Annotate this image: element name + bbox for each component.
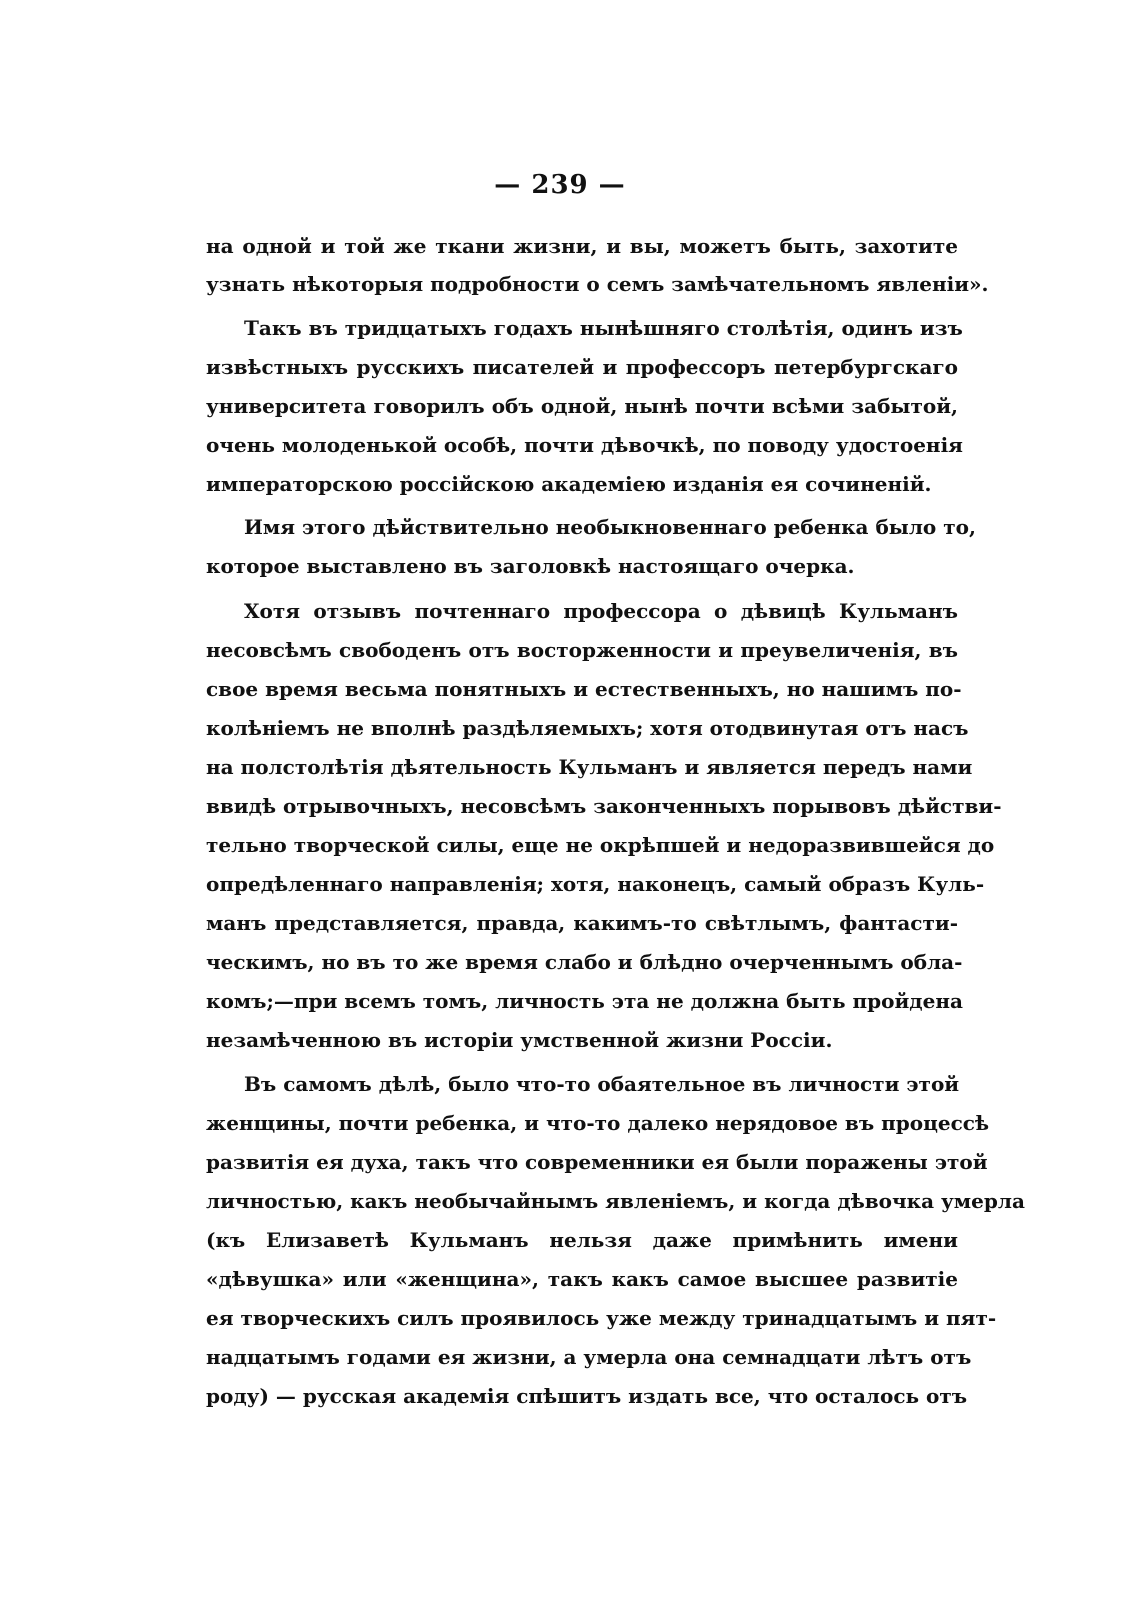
text-line: Такъ въ тридцатыхъ годахъ нынѣшняго столѣтія, одинъ изъ: [244, 316, 963, 340]
text-line: свое время весьма понятныхъ и естественныхъ, но нашимъ по-: [206, 677, 962, 701]
text-line: очень молоденькой особѣ, почти дѣвочкѣ, по поводу удостоенія: [206, 433, 963, 457]
text-line: незамѣченною въ исторіи умственной жизни Россіи.: [206, 1028, 833, 1052]
text-line: тельно творческой силы, еще не окрѣпшей и недоразвившейся до: [206, 833, 995, 857]
text-line: развитія ея духа, такъ что современники ея были поражены этой: [206, 1150, 988, 1174]
text-line: «дѣвушка» или «женщина», такъ какъ самое высшее развитіе: [206, 1267, 958, 1291]
text-line: опредѣленнаго направленія; хотя, наконецъ, самый образъ Куль-: [206, 872, 985, 896]
text-line: ея творческихъ силъ проявилось уже между тринадцатымъ и пят-: [206, 1306, 997, 1330]
text-line: ввидѣ отрывочныхъ, несовсѣмъ законченныхъ порывовъ дѣйстви-: [206, 794, 1002, 818]
text-line: Въ самомъ дѣлѣ, было что-то обаятельное въ личности этой: [244, 1072, 960, 1096]
text-line: на одной и той же ткани жизни, и вы, можетъ быть, захотите: [206, 234, 958, 258]
text-line: на полстолѣтія дѣятельность Кульманъ и является передъ нами: [206, 755, 973, 779]
text-line: университета говорилъ объ одной, нынѣ почти всѣми забытой,: [206, 394, 958, 418]
text-line: комъ;—при всемъ томъ, личность эта не должна быть пройдена: [206, 989, 963, 1013]
text-line: (къ Елизаветѣ Кульманъ нельзя даже примѣнить имени: [206, 1228, 958, 1252]
text-line: надцатымъ годами ея жизни, а умерла она семнадцати лѣтъ отъ: [206, 1345, 972, 1369]
text-line: ческимъ, но въ то же время слабо и блѣдно очерченнымъ обла-: [206, 950, 963, 974]
text-line: несовсѣмъ свободенъ отъ восторженности и преувеличенія, въ: [206, 638, 958, 662]
page-number: — 239 —: [494, 170, 626, 200]
text-line: извѣстныхъ русскихъ писателей и профессоръ петербургскаго: [206, 355, 958, 379]
text-line: роду) — русская академія спѣшитъ издать все, что осталось отъ: [206, 1384, 968, 1408]
text-line: колѣніемъ не вполнѣ раздѣляемыхъ; хотя отодвинутая отъ насъ: [206, 716, 969, 740]
text-line: Хотя отзывъ почтеннаго профессора о дѣвицѣ Кульманъ: [244, 599, 958, 623]
text-line: манъ представляется, правда, какимъ-то свѣтлымъ, фантасти-: [206, 911, 958, 935]
text-line: узнать нѣкоторыя подробности о семъ замѣчательномъ явленіи».: [206, 272, 989, 296]
text-line: императорскою россійскою академіею изданія ея сочиненій.: [206, 472, 932, 496]
text-line: личностью, какъ необычайнымъ явленіемъ, и когда дѣвочка умерла: [206, 1189, 1025, 1213]
text-line: которое выставлено въ заголовкѣ настоящаго очерка.: [206, 554, 855, 578]
text-line: женщины, почти ребенка, и что-то далеко нерядовое въ процессѣ: [206, 1111, 990, 1135]
text-line: Имя этого дѣйствительно необыкновеннаго ребенка было то,: [244, 515, 976, 539]
